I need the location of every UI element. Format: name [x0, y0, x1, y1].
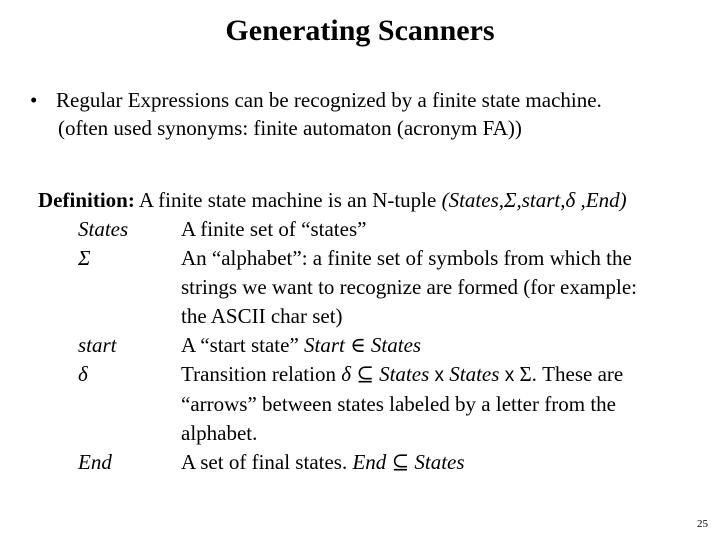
desc-start-expr: Start ∈ States	[304, 333, 422, 357]
desc-start	[181, 331, 714, 360]
definition-tuple: (States,Σ,start,δ ,End)	[441, 188, 627, 212]
subset-symbol: ⊆	[356, 362, 374, 386]
definition-label: Definition:	[38, 188, 135, 212]
term-row-sigma	[38, 244, 714, 331]
term-row-states	[38, 215, 714, 244]
definition-block	[38, 186, 714, 477]
definition-intro: A finite state machine is an N-tuple	[138, 188, 437, 212]
slide-title: Generating Scanners	[225, 14, 495, 47]
desc-end-text: A set of final states.	[181, 450, 348, 474]
delta-text: Transition relation	[181, 362, 336, 386]
delta-text-post: . These are	[531, 362, 624, 386]
bullet-item	[30, 86, 710, 142]
term-sigma: Σ	[78, 246, 91, 270]
desc-states: A finite set of “states”	[181, 217, 367, 241]
desc-start-text: A “start state”	[181, 333, 299, 357]
desc-sigma-line3: the ASCII char set)	[181, 304, 343, 328]
term-delta: δ	[78, 362, 88, 386]
bullet-marker: •	[30, 88, 38, 112]
term-row-end	[38, 448, 714, 477]
desc-end-expr: End ⊆ States	[352, 450, 465, 474]
sigma-symbol: Σ	[519, 362, 532, 386]
cross-symbol-a: x	[434, 365, 445, 386]
cross-symbol-b: x	[504, 365, 515, 386]
definition-heading	[38, 186, 714, 215]
term-row-delta	[38, 360, 714, 448]
desc-sigma-line2: strings we want to recognize are formed (for example:	[181, 275, 637, 299]
bullet-text-line2: (often used synonyms: finite automaton (acronym FA))	[58, 116, 522, 140]
delta-states-b: States	[449, 362, 500, 386]
delta-symbol: δ	[341, 362, 351, 386]
desc-end	[181, 448, 714, 477]
term-row-start	[38, 331, 714, 360]
delta-states-a: States	[379, 362, 430, 386]
term-end: End	[78, 450, 112, 474]
desc-sigma-line1: An “alphabet”: a finite set of symbols from which the	[181, 246, 632, 270]
bullet-text-line1: Regular Expressions can be recognized by a finite state machine.	[56, 88, 602, 112]
term-states: States	[78, 217, 129, 241]
term-start: start	[78, 333, 117, 357]
desc-delta-line1	[181, 360, 714, 390]
page-number: 25	[697, 518, 708, 530]
desc-delta-line3: alphabet.	[181, 421, 258, 445]
desc-delta-line2: “arrows” between states labeled by a letter from the	[181, 392, 616, 416]
